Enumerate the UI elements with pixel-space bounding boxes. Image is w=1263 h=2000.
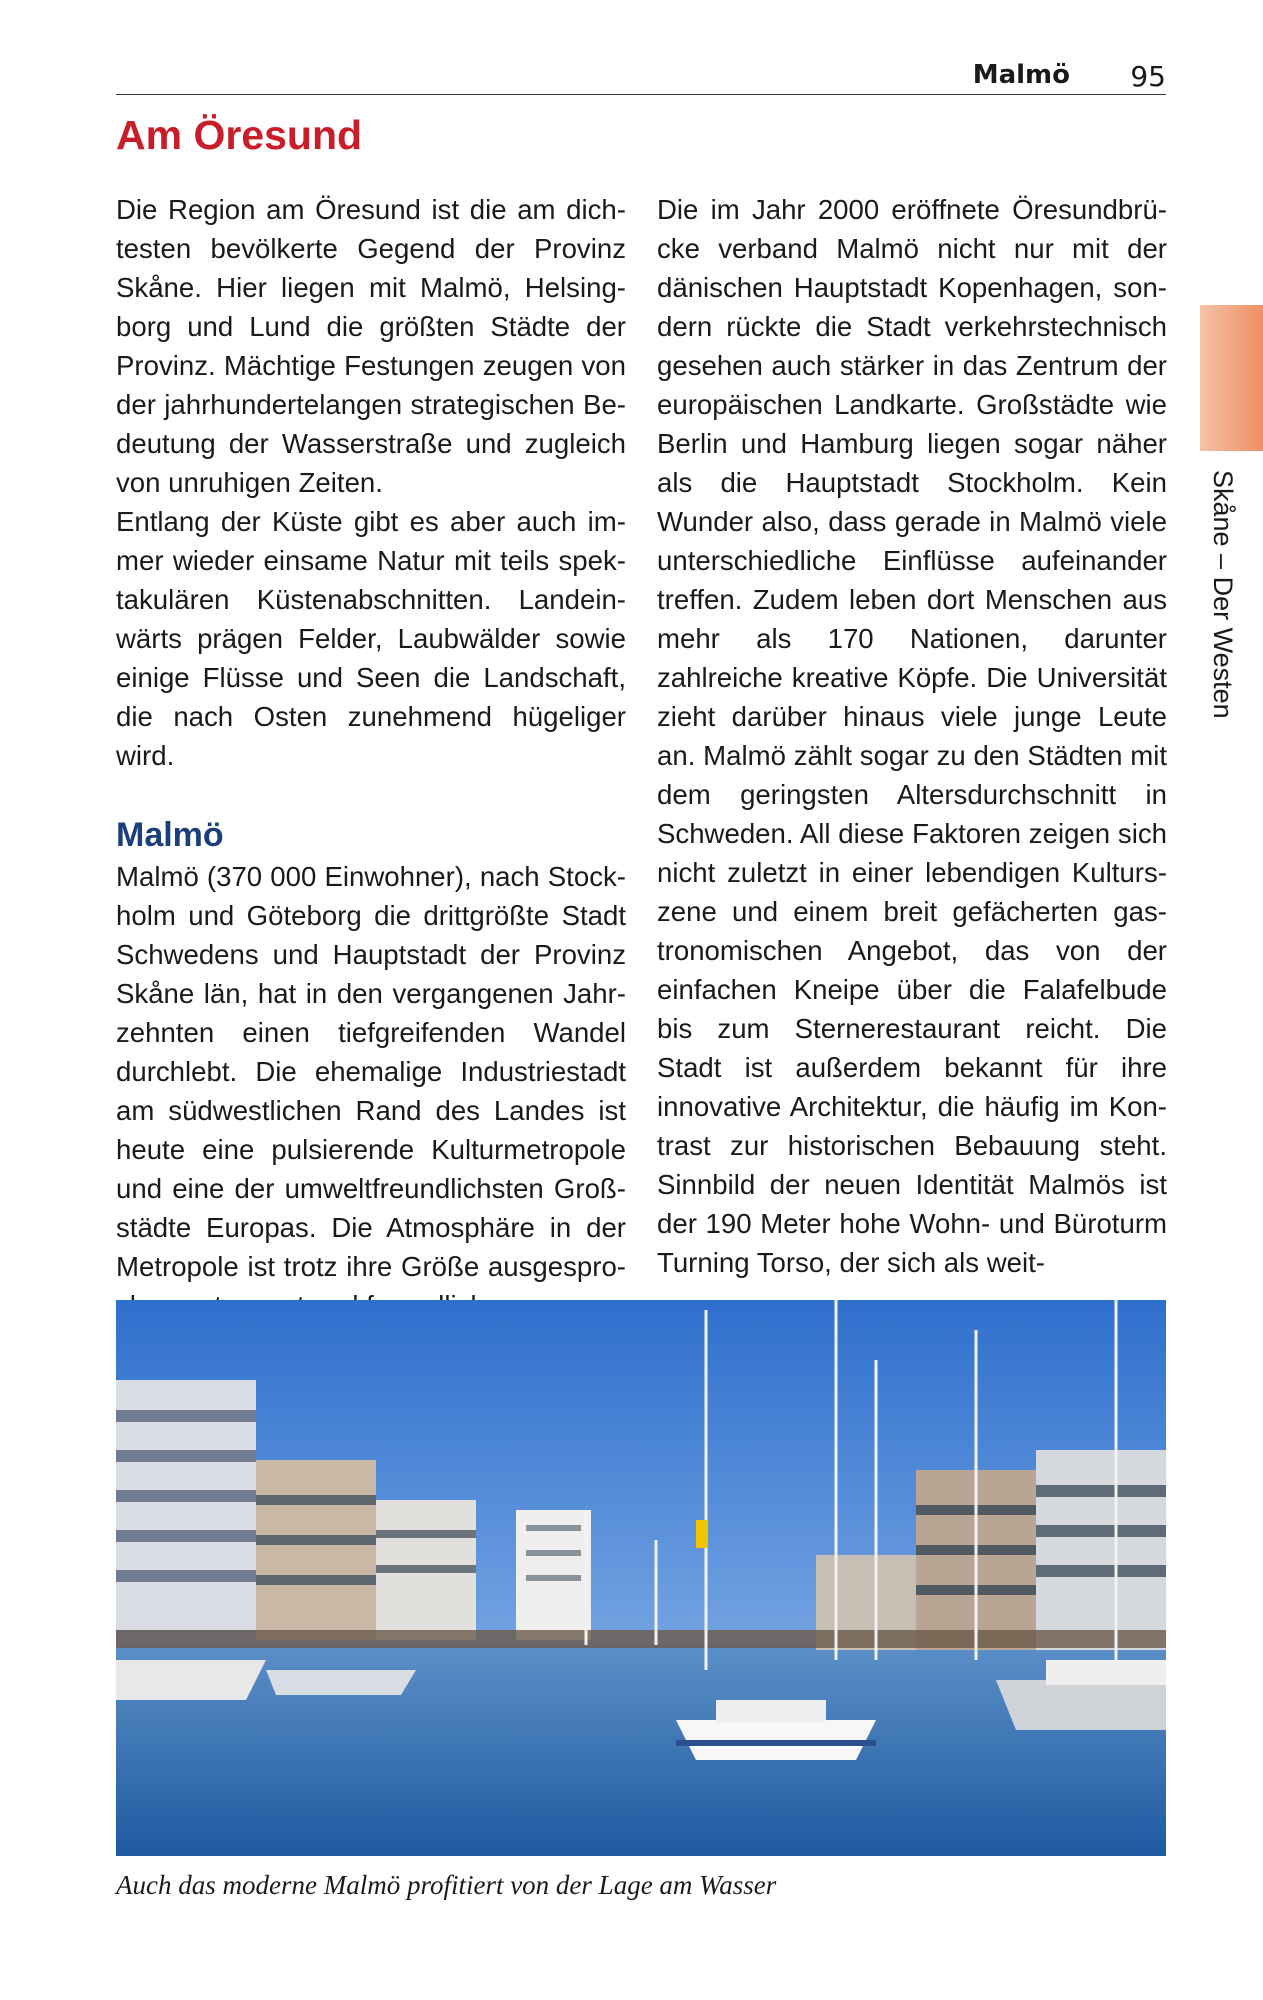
intro-paragraph-2: Entlang der Küste gibt es aber auch immer wieder einsame Natur mit teils spektakulären Küstenabschnitten. Landeinwärts prägen Felder, Laubwälder sowie einige Flüsse und Seen die Landschaft, die nach Osten zunehmend hügeliger wird. bbox=[116, 506, 626, 771]
swedish-flag bbox=[696, 1520, 708, 1548]
page-number: 95 bbox=[1130, 60, 1166, 93]
motorboat-left bbox=[116, 1660, 266, 1700]
running-header bbox=[116, 56, 1166, 95]
right-text-column bbox=[657, 190, 1167, 1282]
harbor-illustration bbox=[116, 1300, 1166, 1856]
photo-caption: Auch das moderne Malmö profitiert von der Lage am Wasser bbox=[116, 1870, 777, 1900]
intro-paragraph-1: Die Region am Öresund ist die am dichtesten bevölkerte Gegend der Provinz Skåne. Hier liegen mit Malmö, Helsingborg und Lund die größten Städte der Provinz. Mächtige Festungen zeugen von der jahrhundertelangen strategischen Bedeutung der Wasserstraße und zugleich von unruhigen Zeiten. bbox=[116, 194, 626, 498]
chapter-title: Am Öresund bbox=[116, 112, 363, 158]
moored-boats-right bbox=[996, 1680, 1166, 1730]
malmo-subheading: Malmö bbox=[116, 816, 224, 854]
harbor-photo bbox=[116, 1300, 1166, 1856]
chapter-thumb-tab bbox=[1200, 305, 1263, 451]
malmo-paragraph-1: Malmö (370 000 Einwohner), nach Stockholm und Göteborg die drittgrößte Stadt Schwedens und Hauptstadt der Provinz Skåne län, hat in den vergangenen Jahrzehnten einen tiefgreifenden Wandel durchlebt. Die ehemalige Industriestadt am südwestlichen Rand des Landes ist heute eine pulsierende Kulturmetropole und eine der umweltfreundlichsten Großstädte Europas. Die Atmosphäre in der Metropole ist trotz ihre Größe ausgespro bbox=[116, 861, 626, 1282]
malmo-paragraph-2: Die im Jahr 2000 eröffnete Öresundbrücke verband Malmö nicht nur mit der dänischen Hauptstadt Kopenhagen, sondern rückte die Stadt verkehrstechnisch gesehen auch stärker in das Zentrum der europäischen Landkarte. Großstädte wie Berlin und Hamburg liegen sogar näher als die Hauptstadt Stockholm. Kein Wunder also, dass gerade in Malmö viele unterschiedliche Einflüsse aufeinander treffen. Zudem leben dort Menschen aus mehr als 170 Nationen, darunter zahlreiche kreative Köpfe. Die Universität zieht darüber hinaus viele junge Leute an. Malmö zählt sogar zu den Städten mit dem geringsten Altersdurchschnitt in Schweden. All diese Faktoren zeigen sich nicht zuletzt in einer lebendigen Kulturszene und einem breit gefächerten gastronomischen Angebot, das von der einfachen Kneipe über die Falafelbude bis zum Sternerestaurant reicht. Die Stadt ist außerdem bekannt für ihre innovative Architektur, die häufig im Kontrast zur historischen Bebauung steht. Sinnbild der neuen Identität Malmös ist der 190 Meter hohe Wohn- und Büroturm Turning Torso, der sich als weit- bbox=[657, 194, 1167, 1278]
left-text-column bbox=[116, 190, 626, 1325]
section-title: Malmö bbox=[972, 60, 1070, 90]
chapter-side-label: Skåne – Der Westen bbox=[1208, 470, 1238, 719]
